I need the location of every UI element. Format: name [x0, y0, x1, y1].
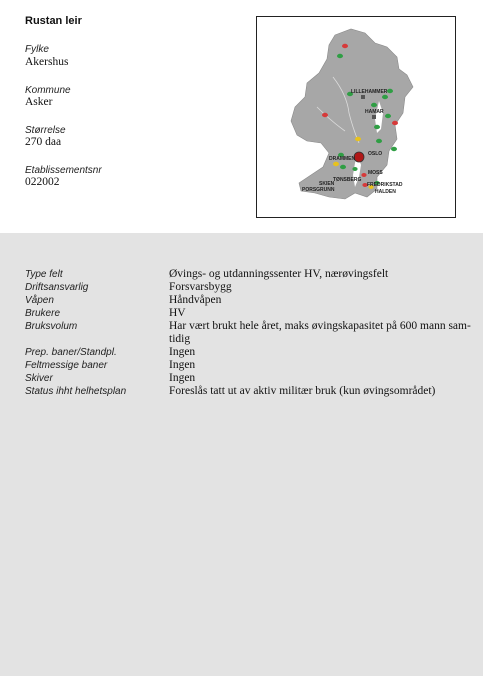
detail-value: Håndvåpen: [169, 294, 222, 306]
location-map: [256, 16, 456, 218]
city-label: MOSS: [368, 170, 383, 176]
detail-row: [0, 346, 483, 359]
header-section: [0, 0, 483, 233]
city-label: HALDEN: [375, 189, 396, 195]
detail-value: Forsvarsbygg: [169, 281, 232, 293]
city-label: FREDRIKSTAD: [367, 182, 403, 188]
county-value: Akershus: [25, 56, 69, 68]
municipality-label: Kommune: [25, 85, 71, 96]
size-label: Størrelse: [25, 125, 66, 136]
city-label: SKIEN: [319, 181, 335, 187]
detail-label: Status ihht helhetsplan: [25, 386, 127, 397]
detail-value: Øvings- og utdanningssenter HV, nærøvingsfelt: [169, 268, 389, 280]
detail-row: [0, 320, 483, 346]
detail-value: Ingen: [169, 346, 196, 358]
county-label: Fylke: [25, 44, 49, 55]
establishment-number-label: Etablissementsnr: [25, 165, 102, 176]
detail-label: Bruksvolum: [25, 321, 78, 332]
detail-label: Driftsansvarlig: [25, 282, 89, 293]
detail-label: Skiver: [25, 373, 53, 384]
establishment-number-value: 022002: [25, 176, 60, 188]
detail-row: [0, 294, 483, 307]
detail-row: [0, 359, 483, 372]
detail-row: [0, 385, 483, 398]
city-label: DRAMMEN: [329, 156, 356, 162]
detail-label: Prep. baner/Standpl.: [25, 347, 117, 358]
site-title: Rustan leir: [25, 15, 82, 27]
detail-value: Ingen: [169, 359, 196, 371]
details-section: [0, 233, 483, 676]
municipality-value: Asker: [25, 96, 53, 108]
detail-label: Våpen: [25, 295, 54, 306]
city-label: OSLO: [368, 151, 383, 157]
map-land: [291, 29, 413, 199]
detail-value: HV: [169, 307, 186, 319]
detail-label: Type felt: [25, 269, 63, 280]
city-label: PORSGRUNN: [302, 187, 335, 193]
city-label: TØNSBERG: [333, 177, 362, 183]
detail-value: Foreslås tatt ut av aktiv militær bruk (kun øvingsområdet): [169, 385, 436, 397]
detail-label: Feltmessige baner: [25, 360, 108, 371]
detail-value: Har vært brukt hele året, maks øvingskapasitet på 600 mann sam-tidig: [169, 320, 471, 345]
detail-row: [0, 307, 483, 320]
detail-row: [0, 281, 483, 294]
detail-row: [0, 268, 483, 281]
detail-row: [0, 372, 483, 385]
detail-value: Ingen: [169, 372, 196, 384]
city-label: LILLEHAMMER: [351, 89, 388, 95]
detail-label: Brukere: [25, 308, 61, 319]
city-label: HAMAR: [365, 109, 384, 115]
size-value: 270 daa: [25, 136, 62, 148]
